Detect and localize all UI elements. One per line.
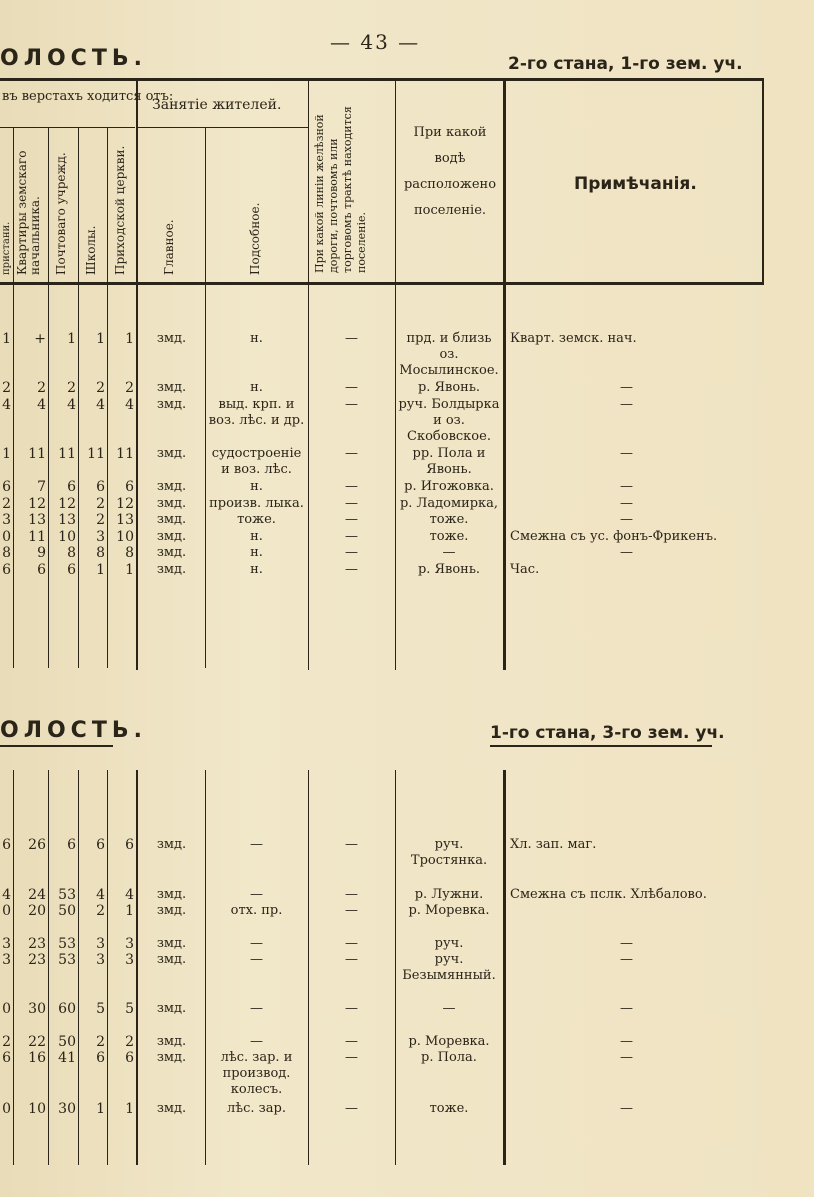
table-cell-main: змд. xyxy=(156,479,187,494)
table-cell-a: 1 xyxy=(2,331,11,347)
table-cell-rail: — xyxy=(345,952,358,967)
table-cell-note: — xyxy=(620,446,633,461)
table-cell-e: 3 xyxy=(125,936,134,952)
table-cell-b: 23 xyxy=(28,936,46,952)
table-cell-rail: — xyxy=(345,529,358,544)
table-cell-b: 7 xyxy=(37,479,46,495)
table-cell-c: 11 xyxy=(58,446,76,462)
table-cell-d: 4 xyxy=(96,397,105,413)
table-cell-c: 4 xyxy=(67,397,76,413)
table-cell-a: 0 xyxy=(2,529,11,545)
table-cell-water: р. Явонь. xyxy=(417,562,481,577)
table-cell-note: — xyxy=(620,496,633,511)
header-occupation: Занятіе жителей. xyxy=(152,97,282,113)
table-cell-sec: н. xyxy=(250,529,263,544)
table-cell-e: 1 xyxy=(125,562,134,578)
table-cell-water: прд. и близь оз. Мосылинское. xyxy=(399,331,499,378)
table-cell-a: 6 xyxy=(2,562,11,578)
table-cell-d: 11 xyxy=(87,446,105,462)
table-cell-e: 1 xyxy=(125,903,134,919)
column-rule xyxy=(762,80,764,285)
table-cell-a: 6 xyxy=(2,479,11,495)
table-cell-a: 6 xyxy=(2,837,11,853)
table-cell-c: 53 xyxy=(58,952,76,968)
table-cell-sec: судостроеніе и воз. лѣс. xyxy=(211,446,302,477)
column-rule xyxy=(503,80,506,670)
table-cell-b: 23 xyxy=(28,952,46,968)
title-underline xyxy=(0,745,113,747)
table-cell-c: 60 xyxy=(58,1001,76,1017)
table-cell-main: змд. xyxy=(156,331,187,346)
table-cell-sec: отх. пр. xyxy=(230,903,283,918)
table-cell-note: — xyxy=(620,1001,633,1016)
header-rail: При какой линіи желѣзной дороги, почтовомъ или торговомъ трактѣ находится поселеніе. xyxy=(313,106,368,273)
table-cell-b: 20 xyxy=(28,903,46,919)
table-cell-b: 2 xyxy=(37,380,46,396)
table-cell-water: — xyxy=(442,545,456,560)
table-cell-e: 6 xyxy=(125,1050,134,1066)
table-cell-c: 41 xyxy=(58,1050,76,1066)
table-cell-a: 0 xyxy=(2,903,11,919)
table-cell-b: 9 xyxy=(37,545,46,561)
table-cell-water: — xyxy=(442,1001,456,1016)
table-cell-rail: — xyxy=(345,479,358,494)
table-cell-main: змд. xyxy=(156,1050,187,1065)
table-cell-a: 3 xyxy=(2,952,11,968)
table-cell-a: 4 xyxy=(2,887,11,903)
table-cell-e: 6 xyxy=(125,479,134,495)
table-cell-rail: — xyxy=(345,446,358,461)
table-cell-water: тоже. xyxy=(429,512,469,527)
table-cell-note: — xyxy=(620,1034,633,1049)
table-cell-rail: — xyxy=(345,331,358,346)
table-cell-water: руч. xyxy=(434,936,464,951)
table-cell-e: 8 xyxy=(125,545,134,561)
table-cell-d: 2 xyxy=(96,1034,105,1050)
table-cell-e: 6 xyxy=(125,837,134,853)
table-cell-note: — xyxy=(620,397,633,412)
table-cell-rail: — xyxy=(345,903,358,918)
table-cell-main: змд. xyxy=(156,936,187,951)
table-cell-note: — xyxy=(620,952,633,967)
header-main: Главное. xyxy=(162,219,176,275)
table-cell-note: — xyxy=(620,1101,633,1116)
table-cell-b: 4 xyxy=(37,397,46,413)
table-cell-d: 2 xyxy=(96,380,105,396)
table-cell-water: руч. Безымянный. xyxy=(402,952,496,983)
table-cell-note: Кварт. земск. нач. xyxy=(510,331,637,346)
table-cell-main: змд. xyxy=(156,496,187,511)
table-cell-main: змд. xyxy=(156,380,187,395)
table-cell-b: 11 xyxy=(28,529,46,545)
table-cell-sec: н. xyxy=(250,331,263,346)
table-cell-c: 13 xyxy=(58,512,76,528)
table-cell-rail: — xyxy=(345,496,358,511)
header-secondary: Подсобное. xyxy=(248,202,262,275)
header-distance: въ верстахъ ходится отъ: xyxy=(2,89,174,104)
column-rule xyxy=(136,80,138,670)
table-cell-note: — xyxy=(620,545,633,560)
table-cell-b: 6 xyxy=(37,562,46,578)
table-cell-a: 2 xyxy=(2,380,11,396)
table-top-rule xyxy=(0,78,764,81)
table-cell-note: Смежна съ пслк. Хлѣбалово. xyxy=(510,887,707,902)
column-rule xyxy=(136,770,138,1165)
table-cell-main: змд. xyxy=(156,1001,187,1016)
table-cell-d: 5 xyxy=(96,1001,105,1017)
table-cell-main: змд. xyxy=(156,545,187,560)
table-cell-water: руч. Болдырка и оз. Скобовское. xyxy=(398,397,500,444)
table-cell-rail: — xyxy=(345,1101,358,1116)
table-cell-c: 50 xyxy=(58,903,76,919)
table-cell-rail: — xyxy=(345,397,358,412)
table-cell-e: 4 xyxy=(125,887,134,903)
table-cell-d: 2 xyxy=(96,496,105,512)
table-cell-a: 0 xyxy=(2,1101,11,1117)
column-rule xyxy=(308,80,309,670)
table-cell-e: 12 xyxy=(116,496,134,512)
table-cell-water: р. Пола. xyxy=(421,1050,477,1065)
table-cell-a: 8 xyxy=(2,545,11,561)
header-pristan: пристани. xyxy=(1,221,12,275)
table-cell-sec: н. xyxy=(250,562,263,577)
table-cell-d: 6 xyxy=(96,1050,105,1066)
header-zemsky: Квартиры земскаго начальника. xyxy=(15,150,42,275)
table-cell-rail: — xyxy=(345,1034,358,1049)
table-cell-sec: — xyxy=(250,936,263,951)
table-cell-e: 1 xyxy=(125,1101,134,1117)
table-cell-c: 30 xyxy=(58,1101,76,1117)
table-cell-main: змд. xyxy=(156,446,187,461)
table-cell-main: змд. xyxy=(156,952,187,967)
header-water: При какой водѣ расположено поселеніе. xyxy=(403,125,497,218)
table-cell-a: 2 xyxy=(2,496,11,512)
table-cell-sec: — xyxy=(250,1001,263,1016)
header-school: Школы. xyxy=(84,225,98,275)
table-cell-e: 3 xyxy=(125,952,134,968)
table-cell-a: 4 xyxy=(2,397,11,413)
table-cell-c: 53 xyxy=(58,887,76,903)
stan-underline xyxy=(490,745,712,747)
table-cell-sec: — xyxy=(250,837,263,852)
table-cell-e: 1 xyxy=(125,331,134,347)
table-cell-rail: — xyxy=(345,1001,358,1016)
table-cell-sec: — xyxy=(250,952,263,967)
table-cell-sec: — xyxy=(250,887,263,902)
table-cell-a: 2 xyxy=(2,1034,11,1050)
table-cell-d: 4 xyxy=(96,887,105,903)
table-cell-water: р. Игожовка. xyxy=(404,479,494,494)
table-cell-a: 6 xyxy=(2,1050,11,1066)
table-cell-b: 11 xyxy=(28,446,46,462)
table-cell-note: — xyxy=(620,380,633,395)
table-cell-d: 6 xyxy=(96,837,105,853)
table-cell-water: р. Явонь. xyxy=(417,380,481,395)
table-cell-sec: тоже. xyxy=(237,512,276,527)
table-cell-rail: — xyxy=(345,562,358,577)
table-cell-sec: лѣс. зар. xyxy=(227,1101,286,1116)
table-header-rule xyxy=(0,282,764,285)
section-title: ОЛОСТЬ. xyxy=(0,46,147,71)
table-cell-a: 0 xyxy=(2,1001,11,1017)
table-cell-d: 3 xyxy=(96,952,105,968)
table-cell-note: — xyxy=(620,512,633,527)
group-rule xyxy=(136,127,308,128)
table-cell-sec: лѣс. зар. и производ. колесъ. xyxy=(220,1050,293,1097)
table-cell-c: 53 xyxy=(58,936,76,952)
table-cell-c: 12 xyxy=(58,496,76,512)
table-cell-e: 4 xyxy=(125,397,134,413)
header-church: Приходской церкви. xyxy=(113,145,127,275)
table-cell-c: 10 xyxy=(58,529,76,545)
table-cell-b: 30 xyxy=(28,1001,46,1017)
table-cell-sec: выд. крп. и воз. лѣс. и др. xyxy=(208,397,305,428)
table-cell-main: змд. xyxy=(156,837,187,852)
table-cell-c: 6 xyxy=(67,562,76,578)
table-cell-note: — xyxy=(620,1050,633,1065)
section-stan: 2-го стана, 1-го зем. уч. xyxy=(508,54,743,74)
table-cell-d: 1 xyxy=(96,331,105,347)
table-cell-rail: — xyxy=(345,1050,358,1065)
table-cell-d: 8 xyxy=(96,545,105,561)
table-cell-sec: н. xyxy=(250,479,263,494)
table-cell-rail: — xyxy=(345,380,358,395)
table-cell-water: тоже. xyxy=(429,529,469,544)
table-cell-main: змд. xyxy=(156,397,187,412)
table-cell-rail: — xyxy=(345,887,358,902)
group-rule xyxy=(0,127,135,128)
table-cell-water: р. Лужни. xyxy=(414,887,484,902)
table-cell-water: тоже. xyxy=(429,1101,469,1116)
table-cell-d: 6 xyxy=(96,479,105,495)
table-cell-a: 3 xyxy=(2,512,11,528)
table-cell-b: 24 xyxy=(28,887,46,903)
section-title: ОЛОСТЬ. xyxy=(0,718,147,743)
header-notes: Примѣчанія. xyxy=(574,174,697,194)
table-cell-main: змд. xyxy=(156,903,187,918)
table-cell-water: руч. Тростянка. xyxy=(410,837,488,868)
table-cell-d: 1 xyxy=(96,1101,105,1117)
column-rule xyxy=(503,770,506,1165)
table-cell-b: 12 xyxy=(28,496,46,512)
table-cell-note: Смежна съ ус. фонъ-Фрикенъ. xyxy=(510,529,718,544)
table-cell-sec: произв. лыка. xyxy=(209,496,304,511)
table-cell-a: 1 xyxy=(2,446,11,462)
table-cell-d: 1 xyxy=(96,562,105,578)
table-cell-water: р. Моревка. xyxy=(408,903,490,918)
table-cell-b: 26 xyxy=(28,837,46,853)
table-cell-e: 11 xyxy=(116,446,134,462)
table-cell-d: 2 xyxy=(96,903,105,919)
table-cell-d: 3 xyxy=(96,529,105,545)
table-cell-b: 16 xyxy=(28,1050,46,1066)
table-cell-d: 2 xyxy=(96,512,105,528)
table-cell-c: 8 xyxy=(67,545,76,561)
table-cell-b: 13 xyxy=(28,512,46,528)
table-cell-main: змд. xyxy=(156,1034,187,1049)
table-cell-main: змд. xyxy=(156,1101,187,1116)
table-cell-sec: н. xyxy=(250,545,263,560)
section-stan: 1-го стана, 3-го зем. уч. xyxy=(490,723,725,743)
page-number: — 43 — xyxy=(330,30,421,54)
table-cell-rail: — xyxy=(345,512,358,527)
table-cell-e: 10 xyxy=(116,529,134,545)
table-cell-water: рр. Пола и Явонь. xyxy=(412,446,486,477)
table-cell-note: — xyxy=(620,479,633,494)
table-cell-main: змд. xyxy=(156,529,187,544)
table-cell-rail: — xyxy=(345,545,358,560)
table-cell-c: 50 xyxy=(58,1034,76,1050)
table-cell-note: Час. xyxy=(510,562,540,577)
table-cell-b: 10 xyxy=(28,1101,46,1117)
table-cell-note: — xyxy=(620,936,633,951)
table-cell-water: р. Ладомирка, xyxy=(399,496,499,511)
table-cell-c: 6 xyxy=(67,837,76,853)
table-cell-rail: — xyxy=(345,837,358,852)
table-cell-main: змд. xyxy=(156,562,187,577)
table-cell-c: 2 xyxy=(67,380,76,396)
table-cell-note: Хл. зап. маг. xyxy=(510,837,597,852)
table-cell-main: змд. xyxy=(156,887,187,902)
table-cell-c: 6 xyxy=(67,479,76,495)
table-cell-a: 3 xyxy=(2,936,11,952)
table-cell-e: 13 xyxy=(116,512,134,528)
table-cell-c: 1 xyxy=(67,331,76,347)
table-cell-e: 2 xyxy=(125,380,134,396)
table-cell-main: змд. xyxy=(156,512,187,527)
table-cell-b: + xyxy=(34,331,46,347)
table-cell-sec: н. xyxy=(250,380,263,395)
table-cell-d: 3 xyxy=(96,936,105,952)
table-cell-b: 22 xyxy=(28,1034,46,1050)
table-cell-sec: — xyxy=(250,1034,263,1049)
table-cell-e: 2 xyxy=(125,1034,134,1050)
table-cell-rail: — xyxy=(345,936,358,951)
table-cell-water: р. Моревка. xyxy=(408,1034,490,1049)
table-cell-e: 5 xyxy=(125,1001,134,1017)
header-postal: Почтоваго учрежд. xyxy=(54,152,68,275)
